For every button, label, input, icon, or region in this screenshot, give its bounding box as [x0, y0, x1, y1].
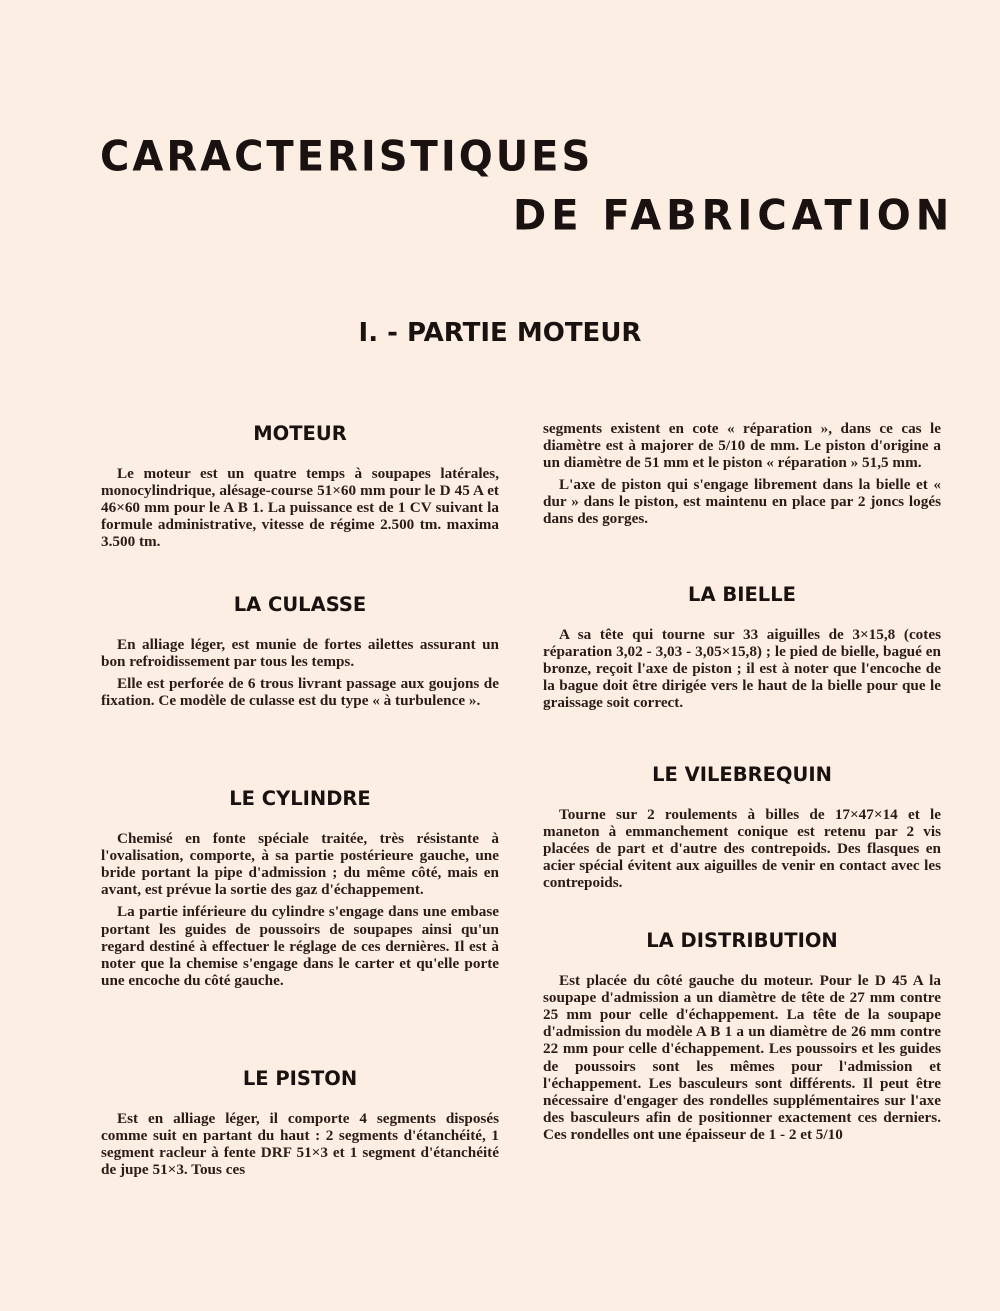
paragraph: Est placée du côté gauche du moteur. Pour le D 45 A la soupape d'admission a un diamètre de tête de 27 mm contre 25 mm pour celle d'échappement. La tête de la soupape d'admission du modèle A B 1 a un diamètre de 26 mm contre 22 mm pour celle d'échappement. Les poussoirs et les guides de poussoirs sont les mêmes pour l'admission et l'échappement. Les basculeurs sont différents. Il peut être nécessaire d'engager des rondelles supplémentaires sur l'axe des basculeurs afin de positionner exactement ces derniers. Ces rondelles ont une épaisseur de 1 - 2 et 5/10 — [543, 972, 941, 1143]
paragraph: Le moteur est un quatre temps à soupapes latérales, monocylindrique, alésage-course 51×60 mm pour le D 45 A et 46×60 mm pour le A B 1. La puissance est de 1 CV suivant la formule administrative, vitesse de régime 2.500 tm. maxima 3.500 tm. — [101, 465, 499, 551]
section-moteur — [101, 422, 499, 556]
paragraph: Tourne sur 2 roulements à billes de 17×47×14 et le maneton à emmanchement conique est retenu par 2 vis placées de part et d'autre des contrepoids. Des flasques en acier spécial évitent aux aiguilles de venir en contact avec les contrepoids. — [543, 806, 941, 892]
section-heading: LE CYLINDRE — [229, 787, 371, 810]
document-title-line-1: CARACTERISTIQUES — [100, 132, 594, 182]
paragraph: A sa tête qui tourne sur 33 aiguilles de 3×15,8 (cotes réparation 3,02 - 3,03 - 3,05×15,8) ; le pied de bielle, bagué en bronze, reçoit l'axe de piston ; il est à noter que l'encoche de la bague doit être dirigée vers le haut de la bielle pour que le graissage soit correct. — [543, 626, 941, 712]
section-bielle — [543, 583, 941, 717]
paragraph: L'axe de piston qui s'engage librement dans la bielle et « dur » dans le piston, est maintenu en place par 2 joncs logés dans des gorges. — [543, 476, 941, 528]
section-vilebrequin — [543, 763, 941, 897]
paragraph: Est en alliage léger, il comporte 4 segments disposés comme suit en partant du haut : 2 segments d'étanchéité, 1 segment racleur à fente DRF 51×3 et 1 segment d'étanchéité de jupe 51×3. Tous ces — [101, 1110, 499, 1179]
section-heading: LA BIELLE — [688, 583, 796, 606]
section-cylindre — [101, 787, 499, 994]
section-heading: LA DISTRIBUTION — [646, 929, 838, 952]
piston-continuation — [543, 420, 941, 533]
section-heading: LA CULASSE — [233, 593, 367, 616]
section-heading: LE PISTON — [242, 1067, 358, 1090]
document-title-line-2: DE FABRICATION — [513, 191, 955, 241]
section-heading: LE VILEBREQUIN — [652, 763, 832, 786]
section-piston — [101, 1067, 499, 1183]
paragraph: segments existent en cote « réparation », dans ce cas le diamètre est à majorer de 5/10 de mm. Le piston d'origine a un diamètre de 51 mm et le piston « réparation » 51,5 mm. — [543, 420, 941, 472]
part-heading: I. - PARTIE MOTEUR — [358, 318, 642, 348]
section-culasse — [101, 593, 499, 714]
paragraph: Chemisé en fonte spéciale traitée, très résistante à l'ovalisation, comporte, à sa partie postérieure gauche, une bride portant la pipe d'admission ; du même côté, mais en avant, est prévue la sortie des gaz d'échappement. — [101, 830, 499, 899]
paragraph: Elle est perforée de 6 trous livrant passage aux goujons de fixation. Ce modèle de culasse est du type « à turbulence ». — [101, 675, 499, 710]
section-heading: MOTEUR — [253, 422, 347, 445]
paragraph: La partie inférieure du cylindre s'engage dans une embase portant les guides de poussoirs de soupapes ainsi qu'un regard destiné à effectuer le réglage de ces dernières. Il est à noter que la chemise s'engage dans le carter et qu'elle porte une encoche du côté gauche. — [101, 903, 499, 989]
section-distribution — [543, 929, 941, 1148]
paragraph: En alliage léger, est munie de fortes ailettes assurant un bon refroidissement par tous les temps. — [101, 636, 499, 671]
